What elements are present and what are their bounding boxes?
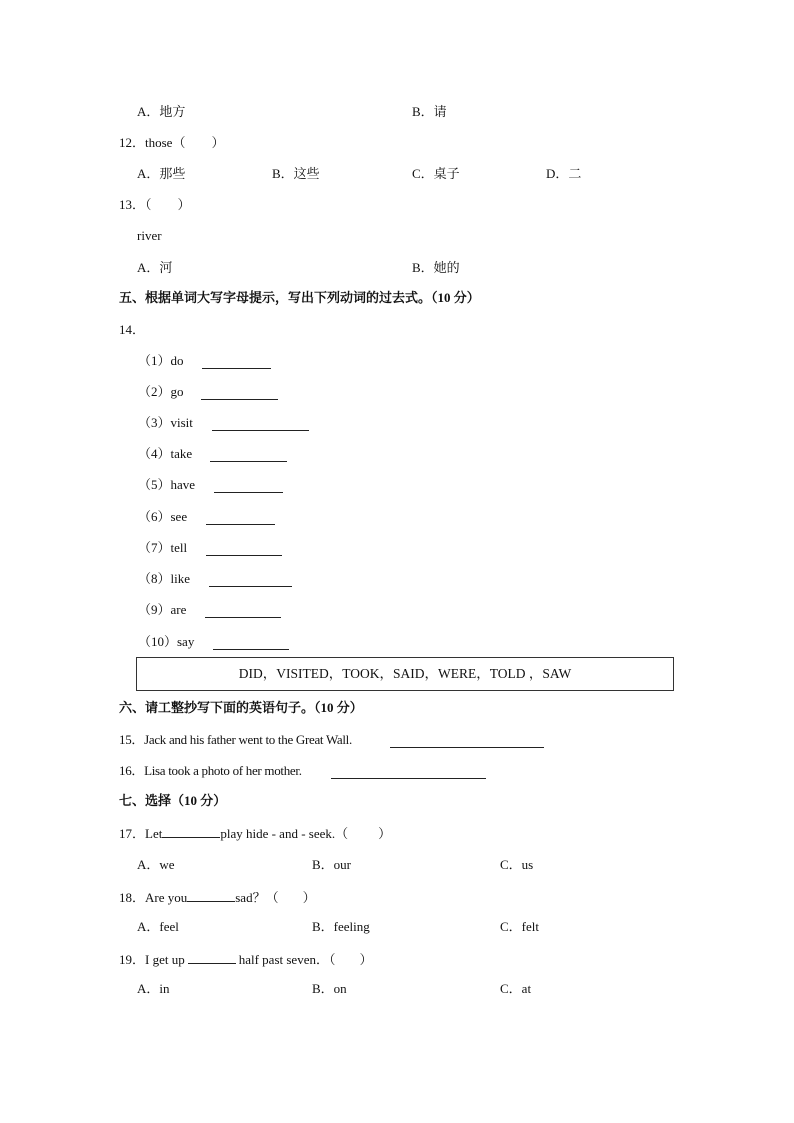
item-label: （3）visit (138, 415, 193, 430)
section5-title: 五、根据单词大写字母提示，写出下列动词的过去式。（10 分） (119, 290, 480, 305)
item-label: （8）like (138, 571, 190, 586)
q18-option-a[interactable]: A．feel (137, 919, 179, 934)
q14-item-4 (138, 446, 192, 462)
q18-stem (119, 888, 316, 906)
q12-option-c[interactable]: C．桌子 (412, 166, 460, 181)
q18-option-b[interactable]: B．feeling (312, 919, 370, 934)
q17-option-a[interactable]: A．we (137, 857, 175, 872)
q12-stem: 12．those（ ） (119, 135, 225, 150)
q17-pre: 17．Let (119, 826, 163, 841)
q14-item-3 (138, 415, 193, 431)
answer-blank[interactable] (188, 950, 236, 964)
answer-blank[interactable] (210, 448, 287, 462)
q18-option-c[interactable]: C．felt (500, 919, 539, 934)
q19-option-a[interactable]: A．in (137, 981, 170, 996)
answer-blank[interactable] (202, 355, 271, 369)
item-label: （4）take (138, 446, 193, 461)
word-bank-box: DID，VISITED，TOOK，SAID，WERE，TOLD ，SAW (136, 657, 674, 691)
section7-title: 七、选择（10 分） (119, 793, 227, 808)
q13-word: river (137, 228, 162, 243)
q14-number: 14． (119, 322, 146, 337)
q18-pre: 18．Are you (119, 890, 188, 905)
q17-option-c[interactable]: C．us (500, 857, 534, 872)
item-label: （5）have (138, 477, 196, 492)
q12-option-d[interactable]: D．二 (546, 166, 582, 181)
answer-blank[interactable] (213, 636, 289, 650)
q12-option-b[interactable]: B．这些 (272, 166, 320, 181)
answer-blank[interactable] (214, 479, 283, 493)
answer-blank[interactable] (206, 511, 275, 525)
q13-option-a[interactable]: A．河 (137, 260, 173, 275)
q19-option-b[interactable]: B．on (312, 981, 347, 996)
answer-blank[interactable] (209, 573, 292, 587)
q17-close: ） (378, 826, 392, 841)
answer-blank[interactable] (187, 888, 235, 902)
q18-close: ） (302, 890, 316, 905)
answer-blank[interactable] (206, 542, 282, 556)
section6-title: 六、请工整抄写下面的英语句子。（10 分） (119, 700, 363, 715)
q19-close: ） (359, 952, 373, 967)
q11-option-a[interactable]: A．地方 (137, 104, 186, 119)
q14-item-7 (138, 540, 187, 556)
copy-blank[interactable] (390, 734, 544, 748)
q19-option-c[interactable]: C．at (500, 981, 532, 996)
answer-blank[interactable] (201, 386, 278, 400)
q14-item-2 (138, 384, 184, 400)
q17-post: play hide - and - seek.（ (220, 826, 349, 841)
q14-item-1 (138, 353, 184, 369)
answer-blank[interactable] (162, 824, 220, 838)
q18-post: sad？（ (235, 890, 279, 905)
item-label: （10）say (138, 634, 195, 649)
q15-sentence: 15．Jack and his father went to the Great Wall. (119, 732, 352, 747)
q19-pre: 19．I get up (119, 952, 185, 967)
item-label: （1）do (138, 353, 184, 368)
answer-blank[interactable] (212, 417, 309, 431)
item-label: （9）are (138, 602, 187, 617)
q14-item-10 (138, 634, 194, 650)
item-label: （6）see (138, 509, 188, 524)
item-label: （7）tell (138, 540, 188, 555)
q11-option-b[interactable]: B．请 (412, 104, 447, 119)
answer-blank[interactable] (205, 604, 281, 618)
q14-item-5 (138, 477, 195, 493)
q13-stem: 13．（ ） (119, 197, 191, 212)
q19-post: half past seven．（ (238, 952, 336, 967)
q12-option-a[interactable]: A．那些 (137, 166, 186, 181)
item-label: （2）go (138, 384, 184, 399)
q13-option-b[interactable]: B．她的 (412, 260, 460, 275)
q14-item-9 (138, 602, 186, 618)
q14-item-8 (138, 571, 190, 587)
q16-sentence: 16．Lisa took a photo of her mother. (119, 763, 302, 778)
q17-option-b[interactable]: B．our (312, 857, 352, 872)
copy-blank[interactable] (331, 765, 486, 779)
q17-stem (119, 824, 391, 842)
q14-item-6 (138, 509, 187, 525)
q19-stem (119, 950, 373, 968)
